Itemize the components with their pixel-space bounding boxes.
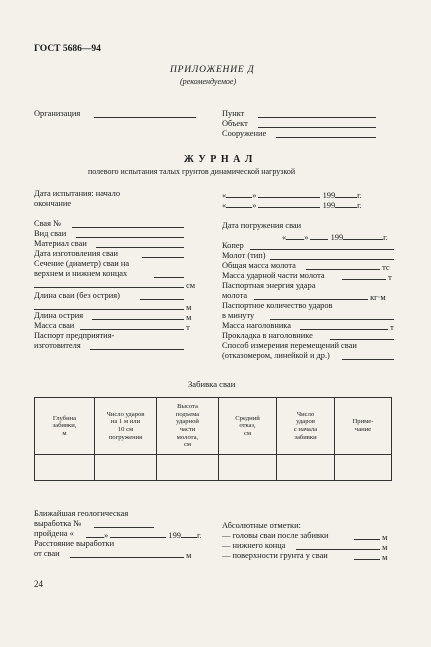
method-field[interactable] [342,352,394,362]
col-note: Приме- чание [335,398,392,455]
pile-made-row: Дата изготовления сваи [34,249,119,258]
energy-label-2: молота [222,291,248,300]
blows-label-2: в минуту [222,311,255,320]
test-date-start-label: Дата испытания: начало [34,189,121,198]
table-cell[interactable] [157,455,219,481]
pile-mass-row: Масса сваи [34,321,75,330]
head-mark-field[interactable]: м [354,532,387,542]
test-date-end-label: окончание [34,199,72,208]
col-blows-per-meter: Число ударов на 1 м или 10 см погружения [95,398,157,455]
low-mark-field[interactable]: м [296,542,387,552]
pile-length-field[interactable] [140,292,184,302]
org-field[interactable] [94,110,196,120]
energy-field[interactable]: кг·м [254,292,386,302]
pile-driver-row: Копер [222,241,244,250]
page-number: 24 [34,579,43,589]
drive-date-label: Дата погружения сваи [222,221,302,230]
abs-marks-title: Абсолютные отметки: [222,521,301,530]
table-cell[interactable] [335,455,392,481]
geo-distance-row: от сваи [34,549,60,558]
object-row: Объект [222,119,248,128]
pile-type-row: Вид сваи [34,229,67,238]
org-label: Организация [34,109,81,118]
hammer-type-row: Молот (тип) [222,251,266,260]
table-title: Забивка сваи [188,379,236,389]
geo-no-field[interactable] [94,520,154,530]
striking-mass-row: Масса ударной части молота [222,271,325,280]
journal-subtitle: полевого испытания талых грунтов динамической нагрузкой [88,167,296,176]
tip-length-field[interactable]: м [92,312,191,322]
cap-mass-row: Масса наголовника [222,321,291,330]
journal-title: Ж У Р Н А Л [184,154,254,165]
col-total-blows: Число ударов с начала забивки [277,398,335,455]
section-field-1[interactable] [154,270,184,280]
standard-code: ГОСТ 5686—94 [34,44,101,54]
pile-type-field[interactable] [76,230,184,240]
structure-field[interactable] [276,130,376,140]
blows-label-1: Паспортное количество ударов [222,301,333,310]
test-date-end-field[interactable]: « » 199 г. [222,201,362,210]
passport-label-1: Паспорт предприятия- [34,331,115,340]
table-cell[interactable] [219,455,277,481]
pile-no-field[interactable] [72,220,184,230]
col-drop-height: Высота подъема ударной части молота, см [157,398,219,455]
point-row: Пункт [222,109,245,118]
pile-no-row: Свая № [34,219,62,228]
pile-mass-field[interactable]: т [80,322,190,332]
hammer-mass-row: Общая масса молота [222,261,296,270]
section-label-2: верхнем и нижнем концах [34,269,128,278]
col-average-set: Средний отказ, см [219,398,277,455]
gasket-row: Прокладка в наголовнике [222,331,313,340]
geo-date-field[interactable]: » 199 г. [86,530,202,540]
hammer-mass-field[interactable]: тс [306,262,390,272]
passport-label-2: изготовителя [34,341,81,350]
surface-mark-row: — поверхности грунта у сваи [222,551,328,560]
method-label-1: Способ измерения перемещений сваи [222,341,357,350]
pile-material-row: Материал сваи [34,239,87,248]
energy-label-1: Паспортная энергия удара [222,281,316,290]
section-label-1: Сечение (диаметр) сваи на [34,259,130,268]
table-header-row [35,398,392,455]
geo-distance-field[interactable]: м [70,550,191,560]
table-cell[interactable] [35,455,95,481]
structure-row: Сооружение [222,129,267,138]
pile-length-row: Длина сваи (без острия) [34,291,120,300]
cap-mass-field[interactable]: т [300,322,394,332]
table-cell[interactable] [277,455,335,481]
pile-driver-field[interactable] [250,242,394,252]
test-date-start-field[interactable]: « » 199 г. [222,191,362,200]
low-mark-row: — нижнего конца [222,541,286,550]
passport-field[interactable] [90,342,184,352]
head-mark-row: — головы сваи после забивки [222,531,329,540]
section-field-2[interactable]: см [34,280,195,290]
pile-driving-table [34,397,392,481]
object-field[interactable] [258,120,376,130]
col-depth: Глубина забивки, м [35,398,95,455]
surface-mark-field[interactable]: м [354,552,387,562]
pile-length-field-2[interactable]: м [34,302,191,312]
table-cell[interactable] [95,455,157,481]
drive-date-field[interactable]: « » 199 г. [282,233,388,242]
geo-date-row: пройдена « [34,529,74,538]
appendix-title: ПРИЛОЖЕНИЕ Д [170,65,255,75]
point-field[interactable] [258,110,376,120]
pile-made-field[interactable] [142,250,184,260]
table-row [35,455,392,481]
method-label-2: (отказомером, линейкой и др.) [222,351,330,360]
tip-length-row: Длина острия [34,311,84,320]
geo-no-row: выработка № [34,519,82,528]
geo-distance-label: Расстояние выработки [34,539,115,548]
striking-mass-field[interactable]: т [342,272,392,282]
appendix-subtitle: (рекомендуемое) [180,77,237,86]
geo-label-1: Ближайшая геологическая [34,509,129,518]
